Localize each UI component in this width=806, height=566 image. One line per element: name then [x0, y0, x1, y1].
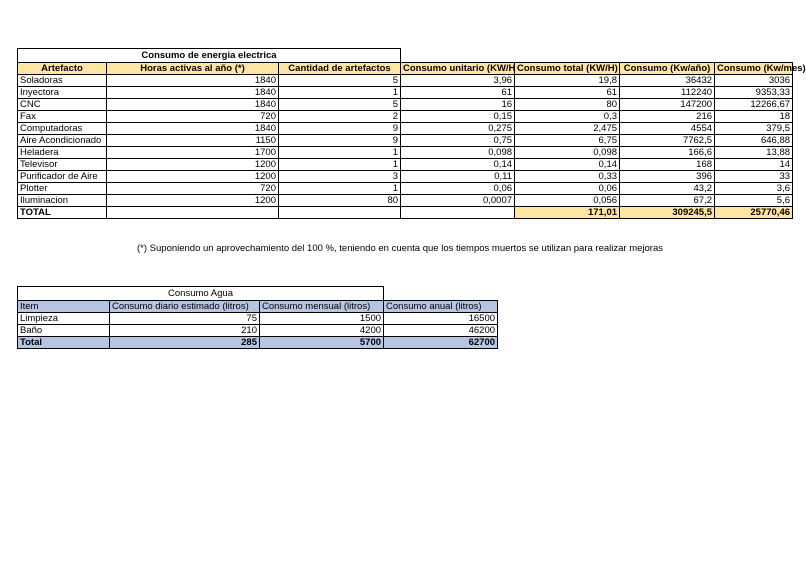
table-cell: 1840 — [107, 99, 279, 111]
row-label: Televisor — [18, 159, 107, 171]
table-cell: 0,11 — [401, 171, 515, 183]
table-row — [18, 325, 498, 337]
table-cell: 6,75 — [515, 135, 620, 147]
total-cell: 5700 — [260, 337, 384, 349]
table-cell: 9353,33 — [715, 87, 793, 99]
table-row — [18, 111, 793, 123]
total-cell: 285 — [110, 337, 260, 349]
header-cell: Consumo (Kw/año) — [620, 63, 715, 75]
table-cell: 1200 — [107, 171, 279, 183]
table-cell: 1200 — [107, 195, 279, 207]
row-label: Baño — [18, 325, 110, 337]
table-cell: 0,75 — [401, 135, 515, 147]
header-cell: Consumo unitario (KW/H — [401, 63, 515, 75]
row-label: Computadoras — [18, 123, 107, 135]
table-cell: 75 — [110, 313, 260, 325]
table-cell: 67,2 — [620, 195, 715, 207]
row-label: Fax — [18, 111, 107, 123]
row-label: Plotter — [18, 183, 107, 195]
table-cell: 720 — [107, 111, 279, 123]
header-cell: Consumo anual (litros) — [384, 301, 498, 313]
water-total-row — [18, 337, 498, 349]
energy-total-row — [18, 207, 793, 219]
table-cell: 0,14 — [515, 159, 620, 171]
table-cell: 80 — [279, 195, 401, 207]
table-cell: 1 — [279, 87, 401, 99]
table-cell: 5,6 — [715, 195, 793, 207]
table-cell: 3,96 — [401, 75, 515, 87]
table-cell: 1700 — [107, 147, 279, 159]
table-cell: 1 — [279, 183, 401, 195]
table-cell: 16 — [401, 99, 515, 111]
water-table-title: Consumo Agua — [18, 287, 384, 301]
table-cell: 43,2 — [620, 183, 715, 195]
total-cell: 309245,5 — [620, 207, 715, 219]
table-cell: 3,6 — [715, 183, 793, 195]
table-cell: 14 — [715, 159, 793, 171]
table-row — [18, 123, 793, 135]
header-cell: Consumo mensual (litros) — [260, 301, 384, 313]
header-cell: Item — [18, 301, 110, 313]
table-cell: 19,8 — [515, 75, 620, 87]
table-cell: 0,3 — [515, 111, 620, 123]
table-cell: 0,056 — [515, 195, 620, 207]
row-label: Limpieza — [18, 313, 110, 325]
total-cell: 62700 — [384, 337, 498, 349]
table-row — [18, 171, 793, 183]
table-row — [18, 135, 793, 147]
energy-header-row — [18, 63, 793, 75]
table-cell: 0,098 — [401, 147, 515, 159]
table-cell: 12266,67 — [715, 99, 793, 111]
table-cell: 9 — [279, 135, 401, 147]
row-label: CNC — [18, 99, 107, 111]
table-cell: 5 — [279, 99, 401, 111]
table-row — [18, 75, 793, 87]
table-row — [18, 87, 793, 99]
row-label: Inyectora — [18, 87, 107, 99]
header-cell: Consumo (Kw/mes) — [715, 63, 793, 75]
table-cell: 0,06 — [401, 183, 515, 195]
table-cell: 166,6 — [620, 147, 715, 159]
table-row — [18, 183, 793, 195]
table-cell: 0,098 — [515, 147, 620, 159]
header-cell: Artefacto — [18, 63, 107, 75]
table-cell: 0,15 — [401, 111, 515, 123]
footnote: (*) Suponiendo un aprovechamiento del 100 %, teniendo en cuenta que los tiempos muertos se utilizan para realizar mejoras — [137, 243, 663, 254]
table-cell: 16500 — [384, 313, 498, 325]
table-cell: 0,33 — [515, 171, 620, 183]
table-cell: 3036 — [715, 75, 793, 87]
table-cell: 168 — [620, 159, 715, 171]
table-cell: 0,14 — [401, 159, 515, 171]
table-cell: 61 — [515, 87, 620, 99]
table-row — [18, 147, 793, 159]
table-cell: 80 — [515, 99, 620, 111]
total-label: Total — [18, 337, 110, 349]
table-row — [18, 195, 793, 207]
total-cell: 171,01 — [515, 207, 620, 219]
table-cell: 33 — [715, 171, 793, 183]
energy-table — [17, 48, 806, 219]
table-cell: 13,88 — [715, 147, 793, 159]
header-cell: Horas activas al año (*) — [107, 63, 279, 75]
table-cell: 1200 — [107, 159, 279, 171]
table-cell: 4200 — [260, 325, 384, 337]
header-cell: Consumo total (KW/H) — [515, 63, 620, 75]
table-cell: 1840 — [107, 75, 279, 87]
row-label: Iluminacion — [18, 195, 107, 207]
table-cell: 147200 — [620, 99, 715, 111]
table-cell: 646,88 — [715, 135, 793, 147]
table-cell: 1500 — [260, 313, 384, 325]
header-cell: Consumo diario estimado (litros) — [110, 301, 260, 313]
table-cell: 46200 — [384, 325, 498, 337]
table-cell: 210 — [110, 325, 260, 337]
total-label: TOTAL — [18, 207, 107, 219]
table-cell: 2,475 — [515, 123, 620, 135]
table-cell: 7762,5 — [620, 135, 715, 147]
water-header-row — [18, 301, 498, 313]
table-cell: 5 — [279, 75, 401, 87]
table-cell: 1 — [279, 147, 401, 159]
table-cell: 1840 — [107, 123, 279, 135]
table-cell: 1840 — [107, 87, 279, 99]
energy-table-title: Consumo de energia electrica — [18, 49, 401, 63]
table-cell: 216 — [620, 111, 715, 123]
table-cell: 2 — [279, 111, 401, 123]
row-label: Soladoras — [18, 75, 107, 87]
table-cell: 1 — [279, 159, 401, 171]
row-label: Heladera — [18, 147, 107, 159]
table-cell: 720 — [107, 183, 279, 195]
row-label: Aire Acondicionado — [18, 135, 107, 147]
table-row — [18, 159, 793, 171]
row-label: Purificador de Aire — [18, 171, 107, 183]
water-table — [17, 286, 498, 349]
table-cell: 112240 — [620, 87, 715, 99]
table-row — [18, 99, 793, 111]
header-cell: Cantidad de artefactos — [279, 63, 401, 75]
total-cell: 25770,46 — [715, 207, 793, 219]
table-cell: 379,5 — [715, 123, 793, 135]
table-cell: 9 — [279, 123, 401, 135]
table-cell: 0,06 — [515, 183, 620, 195]
table-row — [18, 313, 498, 325]
table-cell: 18 — [715, 111, 793, 123]
table-cell: 1150 — [107, 135, 279, 147]
table-cell: 4554 — [620, 123, 715, 135]
table-cell: 0,0007 — [401, 195, 515, 207]
table-cell: 396 — [620, 171, 715, 183]
table-cell: 0,275 — [401, 123, 515, 135]
table-cell: 3 — [279, 171, 401, 183]
table-cell: 61 — [401, 87, 515, 99]
table-cell: 36432 — [620, 75, 715, 87]
